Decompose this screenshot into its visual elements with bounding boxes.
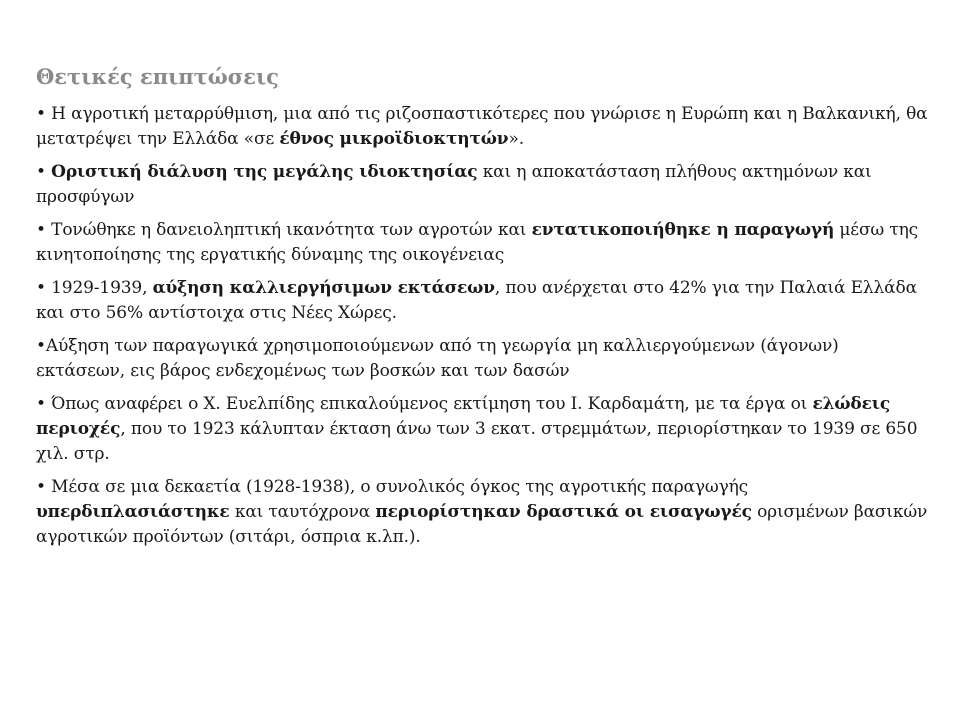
- bullet-text: Τονώθηκε η δανειοληπτική ικανότητα των αγροτών και: [45, 220, 532, 240]
- bullet-list: [36, 102, 931, 558]
- bullet-item: [36, 475, 931, 550]
- bullet-text: μέσω της κινητοποίησης της εργατικής δύναμης της οικογένειας: [36, 220, 919, 265]
- bullet-item: [36, 276, 931, 326]
- bullet-text: ».: [508, 129, 524, 149]
- bullet-marker: •: [36, 162, 46, 182]
- bullet-item: [36, 334, 931, 384]
- bullet-text-bold: αύξηση καλλιεργήσιμων εκτάσεων: [152, 278, 495, 298]
- bullet-text: Η αγροτική μεταρρύθμιση, μια από τις ριζοσπαστικότερες που γνώρισε η Ευρώπη και η Βαλκανική, θα μετατρέψει την Ελλάδα «σε: [36, 104, 928, 149]
- bullet-text: , που ανέρχεται στο 42% για την Παλαιά Ελλάδα και στο 56% αντίστοιχα στις Νέες Χώρες.: [36, 278, 917, 323]
- bullet-text: ορισμένων βασικών αγροτικών προϊόντων (σιτάρι, όσπρια κ.λπ.).: [36, 502, 928, 547]
- bullet-text: 1929-1939,: [45, 278, 153, 298]
- bullet-text: και ταυτόχρονα: [229, 502, 376, 522]
- bullet-text-bold: ελώδεις περιοχές: [36, 394, 891, 439]
- bullet-marker: •: [36, 477, 46, 497]
- bullet-text: Μέσα σε μια δεκαετία (1928-1938), ο συνολικός όγκος της αγροτικής παραγωγής: [45, 477, 749, 497]
- bullet-item: [36, 218, 931, 268]
- bullet-text-bold: εντατικοποιήθηκε η παραγωγή: [531, 220, 835, 240]
- bullet-item: [36, 392, 931, 467]
- bullet-marker: •: [36, 104, 46, 124]
- bullet-marker: •: [36, 278, 46, 298]
- bullet-text: Αύξηση των παραγωγικά χρησιμοποιούμενων από τη γεωργία μη καλλιεργούμενων (άγονων) εκτάσεων, εις βάρος ενδεχομένως των βοσκών και των δασών: [36, 336, 839, 381]
- slide-title: Θετικές επιπτώσεις: [36, 64, 279, 89]
- bullet-text-bold: Οριστική διάλυση της μεγάλης ιδιοκτησίας: [51, 162, 478, 182]
- bullet-item: [36, 160, 931, 210]
- bullet-marker: •: [36, 394, 46, 414]
- bullet-text: , που το 1923 κάλυπταν έκταση άνω των 3 εκατ. στρεμμάτων, περιορίστηκαν το 1939 σε 650 χιλ. στρ.: [36, 419, 918, 464]
- bullet-text-bold: περιορίστηκαν δραστικά οι εισαγωγές: [375, 502, 752, 522]
- bullet-marker: •: [36, 336, 46, 356]
- bullet-marker: •: [36, 220, 46, 240]
- bullet-text: Όπως αναφέρει ο Χ. Ευελπίδης επικαλούμενος εκτίμηση του Ι. Καρδαμάτη, με τα έργα οι: [45, 394, 813, 414]
- bullet-item: [36, 102, 931, 152]
- bullet-text-bold: έθνος μικροϊδιοκτητών: [279, 129, 509, 149]
- bullet-text: και η αποκατάσταση πλήθους ακτημόνων και προσφύγων: [36, 162, 872, 207]
- bullet-text-bold: υπερδιπλασιάστηκε: [36, 502, 230, 522]
